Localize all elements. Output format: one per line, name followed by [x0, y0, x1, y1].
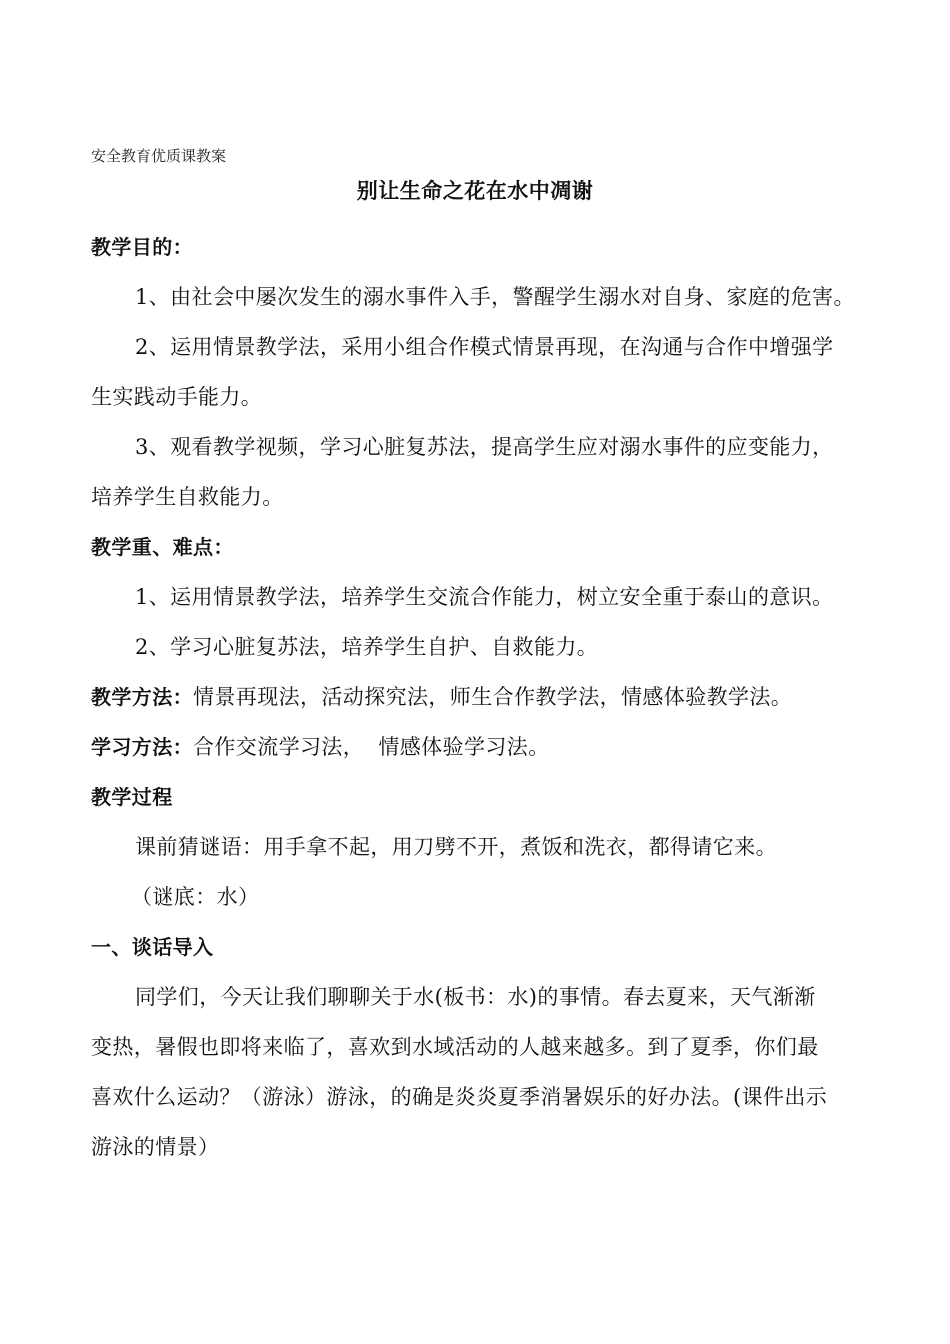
document-title: 别让生命之花在水中凋谢: [356, 179, 594, 203]
teaching-method-label: 教学方法：: [91, 685, 193, 709]
objectives-heading: 教学目的：: [91, 235, 193, 259]
objective-item-1: 1、由社会中屡次发生的溺水事件入手，警醒学生溺水对自身、家庭的危害。: [135, 285, 855, 309]
riddle-text: 课前猜谜语：用手拿不起，用刀劈不开，煮饭和洗衣，都得请它来。: [135, 835, 777, 859]
objective-item-3-line-1: 3、观看教学视频，学习心脏复苏法，提高学生应对溺水事件的应变能力，: [135, 435, 834, 459]
objective-item-2-line-1: 2、运用情景教学法，采用小组合作模式情景再现，在沟通与合作中增强学: [135, 335, 834, 359]
riddle-answer: （谜底：水）: [131, 885, 260, 909]
section-1-line-4: 游泳的情景）: [91, 1135, 220, 1159]
section-1-line-3: 喜欢什么运动？（游泳）游泳，的确是炎炎夏季消暑娱乐的好办法。(课件出示: [91, 1085, 828, 1109]
process-heading: 教学过程: [91, 785, 173, 809]
section-1-line-2: 变热，暑假也即将来临了，喜欢到水域活动的人越来越多。到了夏季，你们最: [91, 1035, 819, 1059]
key-points-heading: 教学重、难点：: [91, 535, 234, 559]
learning-method-row: [91, 722, 866, 772]
learning-method-label: 学习方法：: [91, 735, 193, 759]
teaching-method-row: [91, 672, 866, 722]
section-1-heading: 一、谈话导入: [91, 935, 214, 959]
key-point-item-2: 2、学习心脏复苏法，培养学生自护、自救能力。: [135, 635, 599, 659]
learning-method-text: 合作交流学习法， 情感体验学习法。: [193, 735, 550, 759]
objective-item-2-line-2: 生实践动手能力。: [91, 385, 263, 409]
section-1-line-1: 同学们，今天让我们聊聊关于水(板书：水)的事情。春去夏来，天气渐渐: [135, 985, 816, 1009]
document-body: [91, 222, 866, 1172]
header-note: 安全教育优质课教案: [91, 147, 227, 165]
key-point-item-1: 1、运用情景教学法，培养学生交流合作能力，树立安全重于泰山的意识。: [135, 585, 834, 609]
teaching-method-text: 情景再现法，活动探究法，师生合作教学法，情感体验教学法。: [193, 685, 793, 709]
objective-item-3-line-2: 培养学生自救能力。: [91, 485, 284, 509]
